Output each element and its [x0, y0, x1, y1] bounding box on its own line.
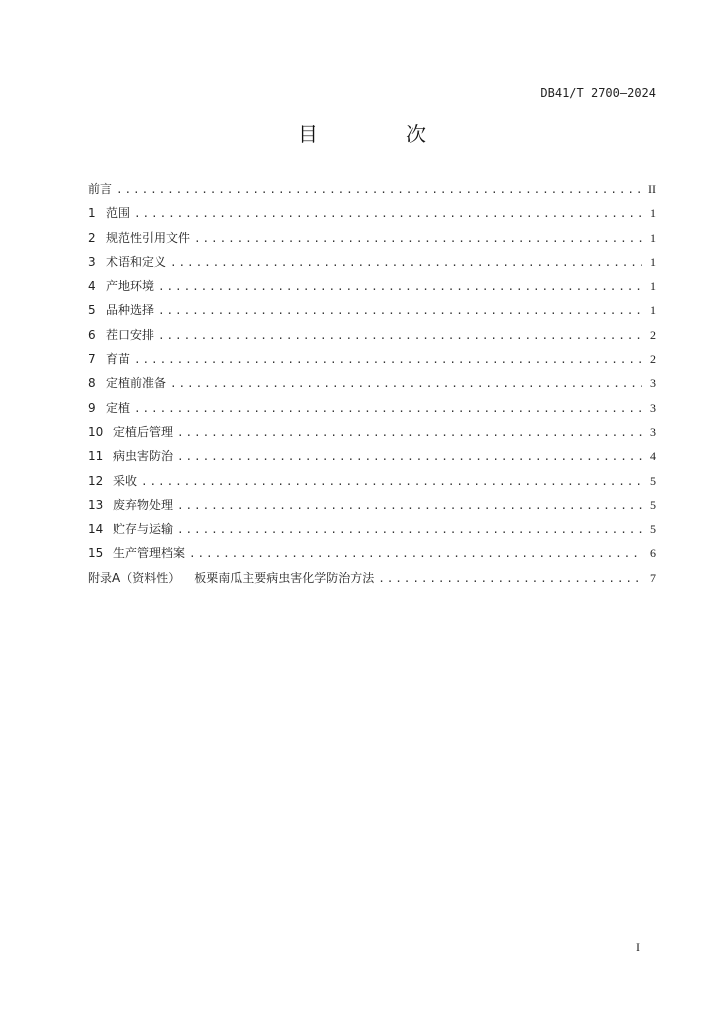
- toc-entry-page: 5: [650, 522, 656, 537]
- toc-entry-label: 病虫害防治: [113, 449, 174, 464]
- standard-code: DB41/T 2700—2024: [540, 86, 656, 100]
- toc-entry-7[interactable]: [88, 350, 656, 374]
- toc-entry-number: 1: [88, 206, 96, 221]
- toc-entry-page: 6: [650, 546, 656, 561]
- toc-entry-number: 15: [88, 546, 104, 561]
- toc-entry-label: 产地环境: [106, 279, 155, 294]
- toc-entry-label: 定植前准备: [106, 376, 167, 391]
- page-number: I: [636, 940, 640, 954]
- toc-entry-foreword[interactable]: [88, 180, 656, 204]
- toc-entry-label: 前言: [88, 182, 113, 196]
- toc-entry-number: 3: [88, 254, 96, 269]
- toc-entry-2[interactable]: [88, 229, 656, 253]
- toc-entry-page: 4: [650, 449, 656, 464]
- toc-entry-label: 范围: [106, 206, 131, 221]
- toc-entry-number: 6: [88, 327, 96, 342]
- toc-entry-number: 14: [88, 522, 104, 537]
- toc-entry-number: 13: [88, 497, 104, 512]
- toc-entry-15[interactable]: [88, 544, 656, 568]
- toc-entry-page: II: [648, 182, 656, 196]
- toc-entry-number: 8: [88, 376, 96, 391]
- dot-leader: [170, 377, 642, 390]
- toc-appendix-prefix: 附录A（资料性）: [88, 570, 181, 585]
- toc-entry-page: 3: [650, 400, 656, 415]
- dot-leader: [194, 232, 642, 245]
- toc-entry-label: 术语和定义: [106, 254, 167, 269]
- toc-entry-number: 11: [88, 449, 104, 464]
- toc-entry-number: 5: [88, 303, 96, 318]
- toc-entry-page: 7: [650, 570, 656, 585]
- toc-entry-1[interactable]: [88, 204, 656, 228]
- dot-leader: [177, 426, 642, 439]
- toc-entry-page: 1: [650, 230, 656, 245]
- toc-entry-label: 定植: [106, 400, 131, 415]
- toc-entry-number: 4: [88, 279, 96, 294]
- toc-entry-label: 品种选择: [106, 303, 155, 318]
- toc-entry-page: 3: [650, 376, 656, 391]
- toc-entry-page: 2: [650, 327, 656, 342]
- toc-entry-12[interactable]: [88, 472, 656, 496]
- toc-entry-label: 定植后管理: [113, 424, 174, 439]
- dot-leader: [116, 183, 642, 196]
- dot-leader: [177, 450, 642, 463]
- toc-entry-3[interactable]: [88, 253, 656, 277]
- table-of-contents: [88, 180, 656, 593]
- toc-entry-4[interactable]: [88, 277, 656, 301]
- toc-entry-5[interactable]: [88, 301, 656, 325]
- toc-entry-10[interactable]: [88, 423, 656, 447]
- toc-entry-page: 1: [650, 279, 656, 294]
- toc-entry-page: 1: [650, 206, 656, 221]
- toc-entry-label: 茬口安排: [106, 327, 155, 342]
- toc-entry-14[interactable]: [88, 520, 656, 544]
- toc-entry-label: 生产管理档案: [113, 546, 186, 561]
- dot-leader: [158, 304, 642, 317]
- toc-entry-page: 3: [650, 424, 656, 439]
- dot-leader: [134, 402, 642, 415]
- toc-entry-label: 板栗南瓜主要病虫害化学防治方法: [194, 570, 375, 585]
- toc-entry-number: 9: [88, 400, 96, 415]
- toc-entry-9[interactable]: [88, 399, 656, 423]
- toc-entry-number: 7: [88, 352, 96, 367]
- toc-entry-page: 1: [650, 254, 656, 269]
- dot-leader: [134, 353, 642, 366]
- toc-entry-11[interactable]: [88, 447, 656, 471]
- toc-entry-number: 10: [88, 424, 104, 439]
- toc-appendix-gap: [180, 571, 194, 585]
- dot-leader: [134, 207, 642, 220]
- toc-entry-label: 贮存与运输: [113, 522, 174, 537]
- toc-entry-6[interactable]: [88, 326, 656, 350]
- dot-leader: [177, 499, 642, 512]
- dot-leader: [170, 256, 642, 269]
- toc-entry-number: 12: [88, 473, 104, 488]
- dot-leader: [378, 572, 642, 585]
- toc-entry-appendix-a[interactable]: [88, 569, 656, 593]
- toc-entry-8[interactable]: [88, 374, 656, 398]
- toc-entry-page: 5: [650, 473, 656, 488]
- toc-entry-label: 规范性引用文件: [106, 230, 191, 245]
- toc-entry-page: 2: [650, 352, 656, 367]
- toc-entry-page: 5: [650, 497, 656, 512]
- dot-leader: [141, 475, 642, 488]
- dot-leader: [177, 523, 642, 536]
- toc-entry-label: 废弃物处理: [113, 497, 174, 512]
- dot-leader: [189, 547, 642, 560]
- toc-entry-number: 2: [88, 230, 96, 245]
- toc-entry-13[interactable]: [88, 496, 656, 520]
- toc-entry-label: 育苗: [106, 352, 131, 367]
- dot-leader: [158, 280, 642, 293]
- toc-entry-page: 1: [650, 303, 656, 318]
- page-title: 目 次: [298, 122, 460, 146]
- toc-entry-label: 采收: [113, 473, 138, 488]
- dot-leader: [158, 329, 642, 342]
